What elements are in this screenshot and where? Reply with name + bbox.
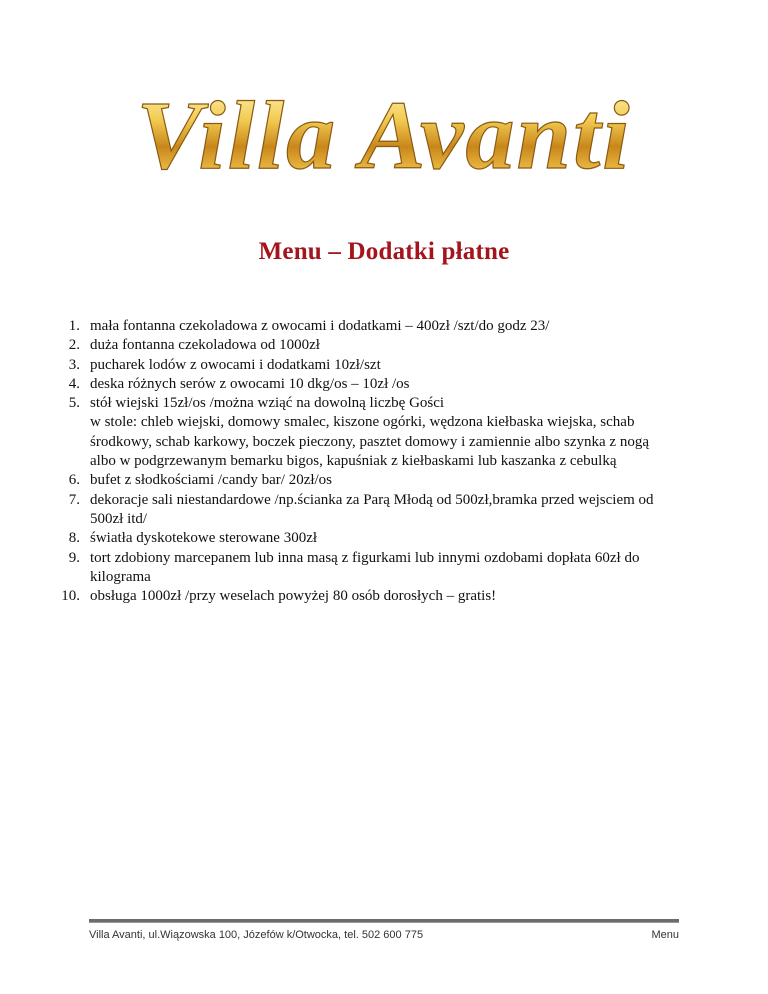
page-title: Menu – Dodatki płatne — [258, 238, 510, 265]
menu-item — [54, 394, 694, 471]
menu-item-line: stół wiejski 15zł/os /można wziąć na dowolną liczbę Gości — [90, 395, 445, 412]
menu-item-number: 6. — [68, 472, 80, 489]
menu-item-number: 8. — [68, 530, 80, 547]
menu-item-line: duża fontanna czekoladowa od 1000zł — [90, 337, 320, 354]
menu-item-number: 1. — [68, 318, 80, 334]
menu-item-line: tort zdobiony marcepanem lub inna masą z figurkami lub innymi ozdobami dopłata 60zł do — [90, 549, 640, 566]
menu-item — [54, 529, 694, 548]
menu-item-line: światła dyskotekowe sterowane 300zł — [90, 530, 318, 547]
menu-item — [54, 471, 694, 490]
menu-item-line: deska różnych serów z owocami 10 dkg/os – 10zł /os — [90, 375, 410, 392]
menu-item-number: 7. — [68, 491, 80, 508]
menu-item-number: 10. — [61, 588, 80, 605]
menu-item-number: 5. — [68, 395, 80, 412]
menu-item-line: albo w podgrzewanym bemarku bigos, kapuśniak z kiełbaskami lub kaszanka z cebulką — [90, 453, 617, 470]
menu-item-number: 3. — [68, 356, 80, 373]
footer-section-label: Menu — [651, 929, 679, 941]
menu-list — [54, 317, 694, 606]
menu-item-line: kilograma — [90, 568, 151, 585]
menu-item-number: 4. — [68, 375, 80, 392]
menu-item-number: 9. — [68, 549, 80, 566]
menu-item — [54, 549, 694, 588]
menu-item — [54, 375, 694, 394]
menu-item-line: mała fontanna czekoladowa z owocami i dodatkami – 400zł /szt/do godz 23/ — [90, 318, 550, 334]
menu-item — [54, 587, 694, 606]
page-footer — [89, 919, 679, 941]
footer-divider — [89, 919, 679, 923]
menu-item-line: w stole: chleb wiejski, domowy smalec, kiszone ogórki, wędzona kiełbaska wiejska, schab — [90, 414, 635, 431]
menu-item — [54, 356, 694, 375]
logo-text: Villa Avanti — [136, 82, 632, 188]
menu-item-number: 2. — [68, 337, 80, 354]
menu-item — [54, 491, 694, 530]
menu-item-line: środkowy, schab karkowy, boczek pieczony, pasztet domowy i zamiennie albo szynka z nogą — [90, 433, 649, 450]
villa-avanti-logo — [88, 78, 680, 188]
menu-item-line: pucharek lodów z owocami i dodatkami 10zł/szt — [90, 356, 381, 373]
menu-item-line: dekoracje sali niestandardowe /np.ścianka za Parą Młodą od 500zł,bramka przed wejsciem od — [90, 491, 654, 508]
menu-item-line: obsługa 1000zł /przy weselach powyżej 80 osób dorosłych – gratis! — [90, 588, 497, 605]
menu-item-line: 500zł itd/ — [90, 510, 148, 527]
footer-address: Villa Avanti, ul.Wiązowska 100, Józefów k/Otwocka, tel. 502 600 775 — [89, 929, 424, 941]
menu-item-line: bufet z słodkościami /candy bar/ 20zł/os — [90, 472, 333, 489]
menu-item — [54, 336, 694, 355]
menu-item — [54, 317, 694, 336]
